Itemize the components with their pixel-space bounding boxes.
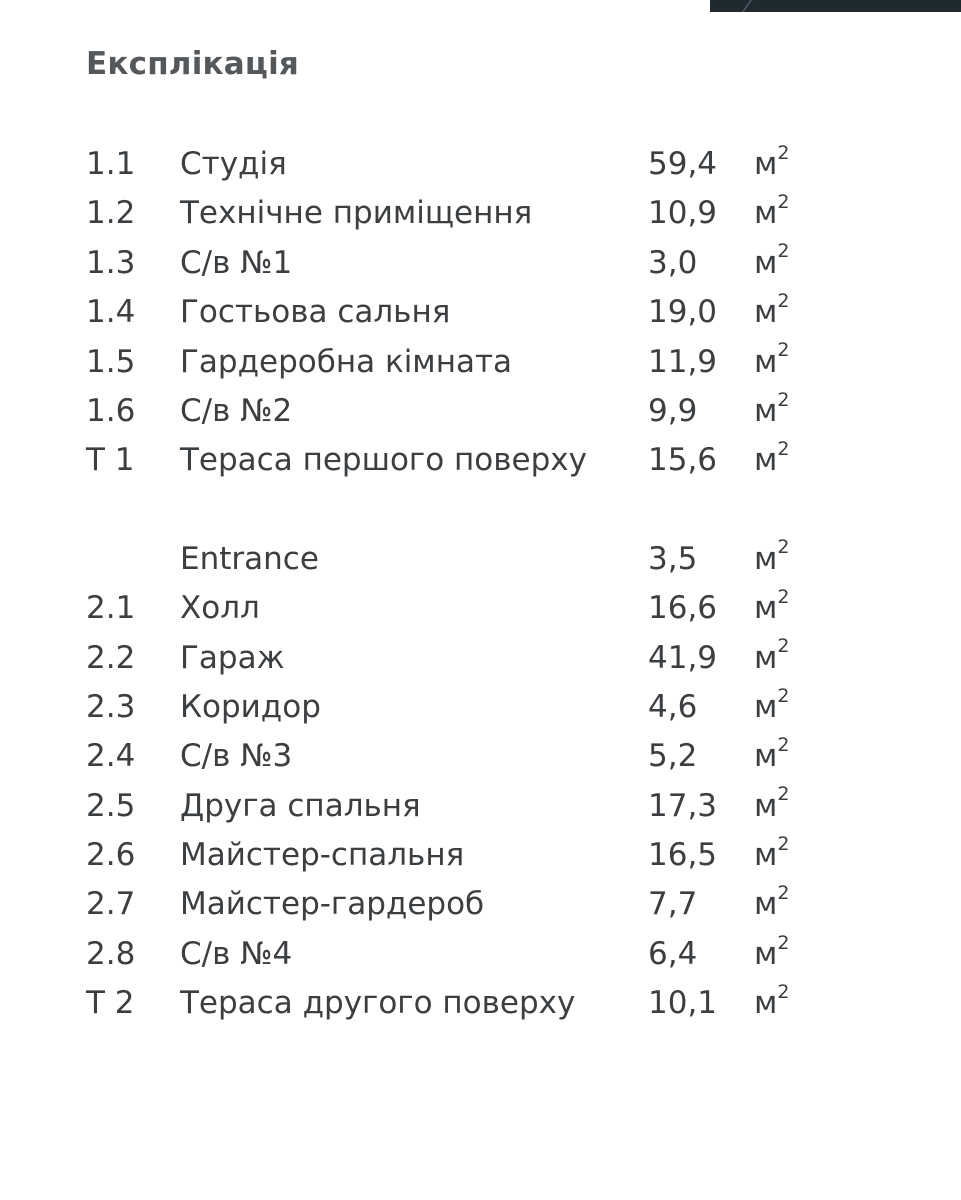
room-name: Студія bbox=[180, 146, 287, 182]
page-title: Експлікація bbox=[86, 46, 300, 82]
room-area: 16,5 bbox=[648, 837, 718, 874]
room-number: Т 1 bbox=[86, 442, 135, 479]
area-unit: $м^2$ bbox=[754, 783, 790, 824]
room-name: Технічне приміщення bbox=[180, 195, 533, 232]
table-row bbox=[86, 732, 826, 781]
room-area: 4,6 bbox=[648, 688, 698, 725]
area-unit: $м^2$ bbox=[754, 240, 790, 281]
table-row bbox=[86, 831, 826, 880]
corner-decoration-bar bbox=[710, 0, 961, 12]
room-name: Майстер-спальня bbox=[180, 837, 465, 874]
room-number: 2.7 bbox=[86, 886, 136, 923]
room-area: 41,9 bbox=[648, 639, 718, 676]
room-number: 1.6 bbox=[86, 392, 136, 429]
section-spacer bbox=[86, 486, 826, 535]
room-number: 2.3 bbox=[86, 688, 136, 725]
table-row bbox=[86, 930, 826, 979]
area-unit: $м^2$ bbox=[754, 585, 790, 627]
room-number: 2.8 bbox=[86, 935, 136, 972]
room-number: 1.2 bbox=[86, 195, 136, 232]
area-unit: $м^2$ bbox=[754, 388, 790, 429]
table-row bbox=[86, 387, 826, 436]
room-number: 2.4 bbox=[86, 738, 136, 775]
table-row bbox=[86, 634, 826, 683]
room-area: 3,0 bbox=[648, 244, 698, 281]
room-name: С/в №3 bbox=[180, 738, 293, 775]
room-number: 1.3 bbox=[86, 244, 136, 281]
room-name: Гостьова сальня bbox=[180, 294, 451, 331]
room-name: Тераса другого поверху bbox=[180, 985, 576, 1022]
table-row bbox=[86, 584, 826, 633]
area-unit: $м^2$ bbox=[754, 438, 790, 479]
room-name: Коридор bbox=[180, 688, 321, 725]
area-unit: $м^2$ bbox=[754, 191, 790, 232]
area-unit: $м^2$ bbox=[754, 882, 790, 923]
explication-table bbox=[86, 140, 826, 1029]
table-row bbox=[86, 140, 826, 189]
room-number: 2.1 bbox=[86, 590, 136, 627]
room-number: 2.5 bbox=[86, 787, 136, 824]
room-area: 16,6 bbox=[648, 590, 718, 627]
room-number: 2.2 bbox=[86, 639, 136, 676]
table-row bbox=[86, 979, 826, 1028]
table-row bbox=[86, 880, 826, 929]
table-row bbox=[86, 288, 826, 337]
room-area: 59,4 bbox=[648, 146, 718, 182]
area-unit: $м^2$ bbox=[754, 931, 790, 972]
room-name: Майстер-гардероб bbox=[180, 886, 485, 923]
room-area: 5,2 bbox=[648, 738, 698, 775]
area-unit: $м^2$ bbox=[754, 339, 790, 380]
room-area: 3,5 bbox=[648, 540, 698, 577]
table-row bbox=[86, 189, 826, 238]
room-area: 15,6 bbox=[648, 442, 718, 479]
room-name: Гараж bbox=[180, 639, 285, 676]
table-row bbox=[86, 782, 826, 831]
room-area: 17,3 bbox=[648, 787, 718, 824]
table-row bbox=[86, 239, 826, 288]
area-unit: $м^2$ bbox=[754, 536, 790, 577]
area-unit: $м^2$ bbox=[754, 635, 790, 676]
room-name: С/в №2 bbox=[180, 392, 293, 429]
room-area: 7,7 bbox=[648, 886, 698, 923]
room-number: 1.1 bbox=[86, 146, 136, 182]
area-unit: $м^2$ bbox=[754, 141, 790, 182]
room-number: 2.6 bbox=[86, 837, 136, 874]
room-name: Тераса першого поверху bbox=[180, 442, 587, 479]
room-name: С/в №4 bbox=[180, 935, 293, 972]
room-number: 1.5 bbox=[86, 343, 136, 380]
table-row bbox=[86, 338, 826, 387]
room-area: 10,1 bbox=[648, 985, 718, 1022]
room-area: 9,9 bbox=[648, 392, 698, 429]
room-area: 19,0 bbox=[648, 294, 718, 331]
room-name: Entrance bbox=[180, 540, 319, 577]
area-unit: $м^2$ bbox=[754, 289, 790, 331]
table-row bbox=[86, 535, 826, 584]
room-number: Т 2 bbox=[86, 985, 135, 1022]
area-unit: $м^2$ bbox=[754, 733, 790, 775]
room-name: Холл bbox=[180, 590, 260, 627]
table-row bbox=[86, 683, 826, 732]
area-unit: $м^2$ bbox=[754, 832, 790, 874]
room-area: 10,9 bbox=[648, 195, 718, 232]
room-area: 11,9 bbox=[648, 343, 718, 380]
area-unit: $м^2$ bbox=[754, 684, 790, 725]
room-area: 6,4 bbox=[648, 935, 698, 972]
table-row bbox=[86, 436, 826, 485]
area-unit: $м^2$ bbox=[754, 980, 790, 1022]
room-name: С/в №1 bbox=[180, 244, 293, 281]
room-name: Гардеробна кімната bbox=[180, 343, 513, 380]
room-name: Друга спальня bbox=[180, 787, 421, 824]
room-number: 1.4 bbox=[86, 294, 136, 331]
